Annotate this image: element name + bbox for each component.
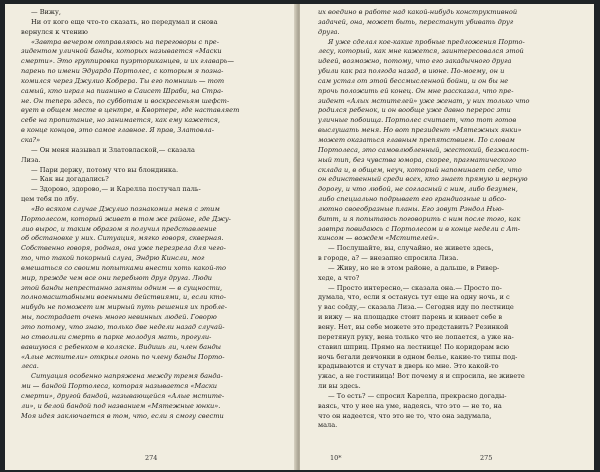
text-line: комился через Джулио Кобрера. Ты его помнишь — тот [21, 76, 225, 85]
text-line: перетянул руку, вена только что не лопается, а уже на- [318, 332, 514, 341]
text-line: хеде, а что? [318, 273, 360, 282]
text-line: — Здорово, здорово,— и Карелла постучал паль- [31, 185, 201, 194]
text-line: — Он меня называл и Златовлаской,— сказала [31, 145, 195, 154]
text-line: полномасштабными военными действиями, и, если кто- [21, 293, 226, 302]
text-line: у вас соёду,— сказала Лиза.— Сегодня иду по лестнице [318, 303, 514, 312]
text-line: — Пари держу, потому что вы блондинка. [31, 165, 179, 174]
text-line: смерти». Это группировка пуэрториканцев, и их главарь— [21, 57, 234, 66]
text-line: Ни от кого еще что-то сказать, но передумал и снова [31, 17, 218, 26]
text-line: зидентом уличной банды, которых называется «Маски [21, 47, 222, 56]
text-line: нибудь не поможет им мирный путь решения их пробле- [21, 303, 228, 312]
text-line: то, что такой покорный слуга, Эндрю Кинсли, мог [21, 254, 205, 263]
signature-mark: 10* [330, 454, 342, 463]
text-line: Лиза. [21, 155, 41, 164]
right-page [300, 4, 594, 470]
text-line: думала, что, если я останусь тут еще на одну ночь, и с [318, 293, 510, 302]
text-line: крадываются и стучат в дверь ко мне. Это какой-то [318, 362, 499, 371]
text-line: Я уже сделал кое-какие пробные предложения Порто- [328, 37, 525, 46]
text-line: ужас, а не гостиница! Вот почему я и спросила, не живете [318, 372, 525, 381]
text-line: прочь положить ей конец. Он мне рассказал, что пре- [318, 86, 514, 95]
text-line: себе на пропитание, но занимается, как ему кажется, [21, 116, 220, 125]
text-line: мир, прежде чем все они перебьют друг друга. Люди [21, 273, 213, 282]
text-line: парень по имени Эдуардо Портолес, с которым я позна- [21, 67, 224, 76]
text-line: уличные побоища. Портолес считает, что тот готов [318, 116, 517, 125]
text-line: может оказаться главным препятствием. По словам [318, 135, 515, 144]
text-line: кинсом — вождем «Мстителей». [318, 234, 439, 243]
text-line: лесу, который, как мне кажется, заинтересовался этой [318, 47, 524, 56]
text-line: — Послушайте, вы, случайно, не живете здесь, [328, 244, 494, 253]
text-line: мы, пострадает очень много невинных людей. Говорю [21, 313, 217, 322]
text-line: ми — бандой Портолеса, которая называется «Маски [21, 382, 218, 391]
right-page-text [318, 8, 578, 431]
text-line: смерти», другой бандой, называющейся «Алые мстите- [21, 391, 225, 400]
text-line: вует в общем месте в центре, в Квортере, где наставляет [21, 106, 240, 115]
text-line: что он надеется, что это не то, что она задумала, [318, 411, 492, 420]
text-line: леса. [21, 362, 39, 371]
text-line: но стволили смерть в парке молодуя мать, прогули- [21, 332, 212, 341]
text-line: завтра повидаюсь с Портолесом и в конце недели с Ат- [318, 224, 520, 233]
text-line: «Алые мстители» открыл огонь по члену банды Порто- [21, 352, 225, 361]
text-line: — Просто интересно,— сказала она.— Просто по- [328, 283, 502, 292]
text-line: дорогу, и что любой, не согласный с ним, либо безумен, [318, 185, 518, 194]
text-line: убили как раз полгода назад, в июне. По-моему, он и [318, 67, 505, 76]
text-line: это потому, что знаю, только две недели назад случай- [21, 323, 225, 331]
text-line: сам устал от этой бессмысленной бойни, и он бы не [318, 76, 509, 85]
text-line: он единственный среди всех, кто знает прямую и верную [318, 175, 528, 184]
text-line: — Вижу, [31, 8, 61, 16]
text-line: ставил шприц. Прямо на лестнице! По коридорам всю [318, 342, 510, 351]
text-line: мала. [318, 421, 338, 430]
right-page-number: 275 [480, 454, 493, 463]
text-line: цем тебя по лбу. [21, 195, 79, 204]
text-line: друга. [318, 27, 340, 36]
text-line: выслушать меня. Но вот президент «Мятежных янки» [318, 126, 522, 135]
text-line: вернулся к чтению [21, 27, 88, 36]
text-line: «Во всяком случае Джулио познакомил меня с этим [31, 204, 220, 213]
text-line: ночь бегали девчонки в одном белье, какие-то типы под- [318, 352, 518, 361]
text-line: самый, кто играл на пианино в Саисет Шраби, на Стра- [21, 86, 224, 95]
text-line: склада и, в общем, неуч, который напоминает себе, что [318, 165, 522, 174]
text-line: Ситуация особенно напряжена между тремя банда- [31, 372, 223, 381]
text-line: — Живу, но не в этом районе, а дальше, в Ривер- [328, 263, 500, 272]
text-line: в конце концов, это самое главное. Я прав, Златовла- [21, 126, 214, 135]
text-line: «Завтра вечером отправляюсь на переговоры с пре- [31, 37, 219, 46]
text-line: вавшуюся с ребенком в коляске. Видишь ли, член банды [21, 342, 221, 351]
text-line: вмешаться со своими попытками внести хоть какой-то [21, 263, 226, 272]
text-line: их воедино в работе над какой-нибудь конструктивной [318, 8, 518, 16]
text-line: — Как вы догадались? [31, 175, 109, 184]
text-line: и вижу — на площадке стоит парень и кивает себе в [318, 313, 503, 322]
text-line: Моя идея заключается в том, что, если я смогу свести [21, 411, 224, 420]
text-line: родился ребенок, и он вообще уже давно перерос эти [318, 106, 511, 115]
text-line: ли вы здесь. [318, 382, 361, 391]
text-line: ли», и белой бандой под названием «Мятежные юнки». [21, 401, 221, 410]
left-page [5, 4, 297, 470]
text-line: зидент «Алых мстителей» уже женат, у них только что [318, 96, 530, 105]
text-line: ска?» [21, 135, 41, 144]
text-line: не. Он теперь здесь, по субботам и воскресеньям шефст- [21, 96, 230, 105]
text-line: идеей, возможно, потому, что его закадычного друга [318, 57, 512, 66]
text-line: лио вырос, и таким образом я получил представление [21, 224, 217, 233]
text-line: либо специально подрывает его грандиозные и абсо- [318, 195, 507, 204]
text-line: этой банды непрестанно заняты одним — в сущности, [21, 283, 223, 292]
left-page-number: 274 [145, 454, 158, 463]
text-line: ваясь, что у нее на уме, надеясь, что это — не то, на [318, 401, 502, 410]
text-line: Портолесом, который живет в том же районе, где Джу- [21, 214, 231, 223]
text-line: вену. Нет, вы себе можете это представить? Резинкой [318, 323, 509, 331]
text-line: ный тип, без чувства юмора, скорее, прагматического [318, 155, 517, 164]
text-line: битт, и я попытаюсь поговорить с ним после того, как [318, 214, 521, 223]
left-page-text [21, 8, 282, 421]
text-line: в городе, а? — внезапно спросила Лиза. [318, 254, 459, 263]
text-line: Собственно говоря, родная, она уже перезрела для чего- [21, 244, 226, 253]
text-line: лютно своеобразные планы. Его зовут Рэндол Нью- [318, 204, 504, 213]
text-line: Портолеса, это самовлюбленный, жестокий, безжалост- [318, 145, 529, 154]
text-line: задачей, она, может быть, перестанут убивать друг [318, 17, 514, 26]
text-line: об обстановке у них. Ситуация, мягко говоря, скверная. [21, 234, 224, 243]
text-line: — То есть? — спросил Карелла, прекрасно догады- [328, 391, 507, 400]
